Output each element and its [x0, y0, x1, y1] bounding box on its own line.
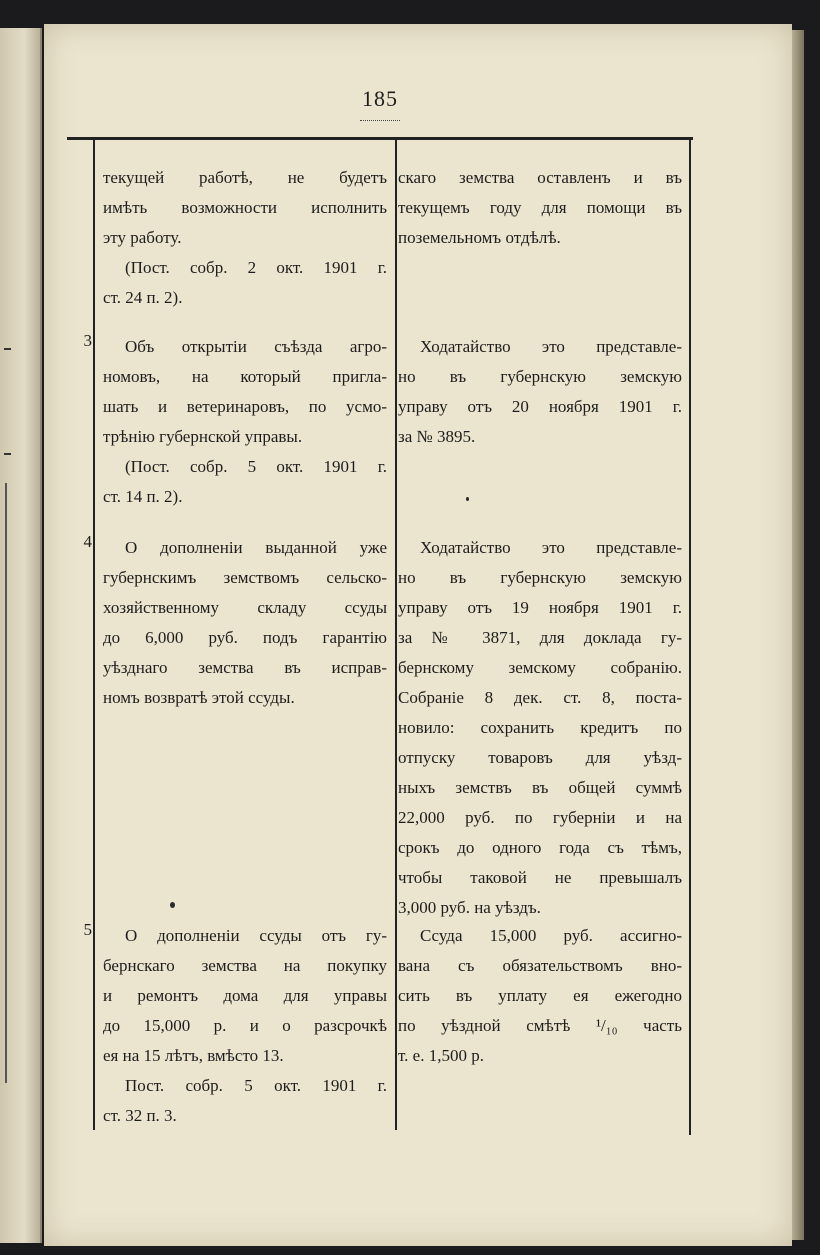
text-line: эту работу.: [103, 228, 182, 247]
text-line: управу отъ 20 ноября 1901 г.: [398, 397, 682, 416]
citation-line: (Пост. собр. 2 окт. 1901 г.: [125, 258, 387, 277]
row-5-left-text: [103, 921, 387, 1131]
row-5-right-text: [398, 921, 682, 1071]
ink-speck: [170, 902, 175, 908]
text-line: 22,000 руб. по губерніи и на: [398, 808, 682, 827]
text-line: бернскому земскому собранію.: [398, 658, 682, 677]
ink-speck: [466, 497, 469, 501]
text-line: Ходатайство это представле-: [420, 337, 682, 356]
text-line: имѣть возможности исполнить: [103, 198, 387, 217]
text-line: до 15,000 р. и о разсрочкѣ: [103, 1016, 387, 1035]
text-line: шать и ветеринаровъ, по усмо-: [103, 397, 387, 416]
left-margin-mark: [4, 453, 11, 455]
text-line: текущемъ году для помощи въ: [398, 198, 682, 217]
text-line: по уѣздной смѣтѣ ¹/₁₀ часть: [398, 1016, 682, 1035]
row-3-right-text: [398, 332, 682, 452]
text-line: новило: сохранить кредитъ по: [398, 718, 682, 737]
text-line: отпуску товаровъ для уѣзд-: [398, 748, 682, 767]
citation-line: ст. 32 п. 3.: [103, 1106, 177, 1125]
text-line: Собраніе 8 дек. ст. 8, поста-: [398, 688, 682, 707]
text-line: за № 3871, для доклада гу-: [398, 628, 682, 647]
text-line: номовъ, на который пригла-: [103, 367, 387, 386]
citation-line: ст. 14 п. 2).: [103, 487, 183, 506]
text-line: бернскаго земства на покупку: [103, 956, 387, 975]
citation-line: ст. 24 п. 2).: [103, 288, 183, 307]
row-number: 4: [83, 532, 92, 551]
text-line: срокъ до одного года съ тѣмъ,: [398, 838, 682, 857]
text-line: трѣнію губернской управы.: [103, 427, 303, 446]
text-line: сить въ уплату ея ежегодно: [398, 986, 682, 1005]
citation-line: (Пост. собр. 5 окт. 1901 г.: [125, 457, 387, 476]
row-number: 5: [83, 920, 92, 939]
text-line: 3,000 руб. на уѣздъ.: [398, 898, 541, 917]
text-line: О дополненіи выданной уже: [125, 538, 387, 557]
row-3-left-text: [103, 332, 387, 512]
text-line: текущей работѣ, не будетъ: [103, 168, 387, 187]
text-line: и ремонтъ дома для управы: [103, 986, 387, 1005]
citation-line: Пост. собр. 5 окт. 1901 г.: [125, 1076, 387, 1095]
text-line: уѣзднаго земства въ исправ-: [103, 658, 387, 677]
row-1-right-text: [398, 163, 682, 253]
row-4-right-text: [398, 533, 682, 923]
text-line: ея на 15 лѣтъ, вмѣсто 13.: [103, 1046, 284, 1065]
text-line: хозяйственному складу ссуды: [103, 598, 387, 617]
page-number: 185: [362, 86, 398, 111]
text-line: губернскимъ земствомъ сельско-: [103, 568, 387, 587]
left-margin-mark: [4, 348, 11, 350]
row-number: 3: [83, 331, 92, 350]
table-top-rule: [67, 137, 693, 140]
text-line: поземельномъ отдѣлѣ.: [398, 228, 561, 247]
text-line: т. е. 1,500 р.: [398, 1046, 484, 1065]
text-line: Ходатайство это представле-: [420, 538, 682, 557]
page-edge-shadow: [792, 30, 804, 1240]
text-line: номъ возвратѣ этой ссуды.: [103, 688, 295, 707]
column-rule-left: [93, 140, 95, 1130]
text-line: до 6,000 руб. подъ гарантію: [103, 628, 387, 647]
page-number-ornament: [360, 114, 400, 121]
text-line: Ссуда 15,000 руб. ассигно-: [420, 926, 682, 945]
text-line: Объ открытіи съѣзда агро-: [125, 337, 387, 356]
column-rule-right: [689, 140, 691, 1135]
text-line: но въ губернскую земскую: [398, 568, 682, 587]
left-margin-line: [5, 483, 7, 1083]
text-line: за № 3895.: [398, 427, 476, 446]
row-4-left-text: [103, 533, 387, 713]
left-page-edge: [0, 28, 42, 1243]
column-rule-middle: [395, 140, 397, 1130]
text-line: вана съ обязательствомъ вно-: [398, 956, 682, 975]
row-1-left-text: [103, 163, 387, 313]
text-line: О дополненіи ссуды отъ гу-: [125, 926, 387, 945]
text-line: но въ губернскую земскую: [398, 367, 682, 386]
text-line: ныхъ земствъ въ общей суммѣ: [398, 778, 682, 797]
text-line: чтобы таковой не превышалъ: [398, 868, 682, 887]
text-line: управу отъ 19 ноября 1901 г.: [398, 598, 682, 617]
text-line: скаго земства оставленъ и въ: [398, 168, 682, 187]
